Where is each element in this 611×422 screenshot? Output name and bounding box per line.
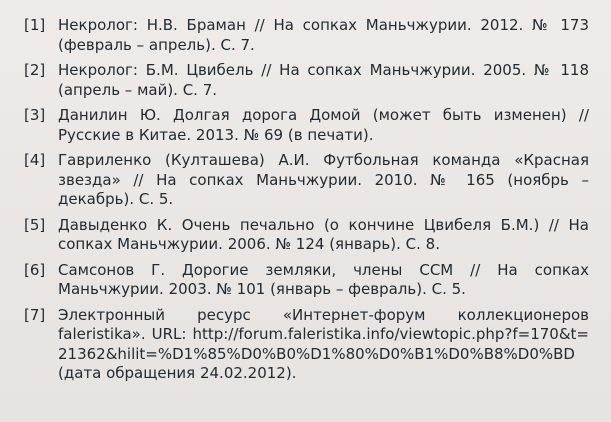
reference-text: Давыденко К. Очень печально (о кончине Цвибеля Б.М.) // На сопках Маньчжурии. 2006. № 124 (январь). С. 8. xyxy=(58,215,589,253)
reference-text: Некролог: Б.М. Цвибель // На сопках Маньчжурии. 2005. № 118 (апрель – май). С. 7. xyxy=(58,61,589,99)
reference-list xyxy=(24,16,589,384)
reference-number: [3] xyxy=(24,106,46,124)
reference-text: Некролог: Н.В. Браман // На сопках Маньчжурии. 2012. № 173 (февраль – апрель). С. 7. xyxy=(58,16,589,54)
reference-item xyxy=(24,151,589,210)
reference-number: [5] xyxy=(24,215,46,234)
reference-item xyxy=(24,216,589,255)
reference-number: [6] xyxy=(24,260,46,279)
reference-item xyxy=(24,261,589,300)
reference-access-date: (дата обращения 24.02.2012). xyxy=(58,364,297,382)
reference-number: [4] xyxy=(24,151,46,169)
reference-number: [7] xyxy=(24,305,46,324)
reference-number: [2] xyxy=(24,61,46,79)
reference-item xyxy=(24,106,589,145)
reference-text: Данилин Ю. Долгая дорога Домой (может быть изменен) // Русские в Китае. 2013. № 69 (в печати). xyxy=(58,106,589,144)
reference-item xyxy=(24,61,589,100)
reference-item xyxy=(24,306,589,384)
reference-text: Гавриленко (Култашева) А.И. Футбольная команда «Красная звезда» // На сопках Маньчжурии. 2010. № 165 (ноябрь – декабрь). С. 5. xyxy=(58,151,589,208)
reference-text: Электронный ресурс «Интернет-форум коллекционеров faleristika». URL: xyxy=(58,305,589,343)
reference-item xyxy=(24,16,589,55)
reference-text: Самсонов Г. Дорогие земляки, члены ССМ // На сопках Маньчжурии. 2003. № 101 (январь – февраль). С. 5. xyxy=(58,260,589,298)
reference-text-with-url xyxy=(58,306,589,384)
reference-number: [1] xyxy=(24,16,46,34)
reference-url-link[interactable]: http://forum.faleristika.info/viewtopic.php?f=170&t=21362&hilit=%D1%85%D0%B0%D1%80%D0%B1%D0%B8%D0%BD xyxy=(58,325,589,363)
